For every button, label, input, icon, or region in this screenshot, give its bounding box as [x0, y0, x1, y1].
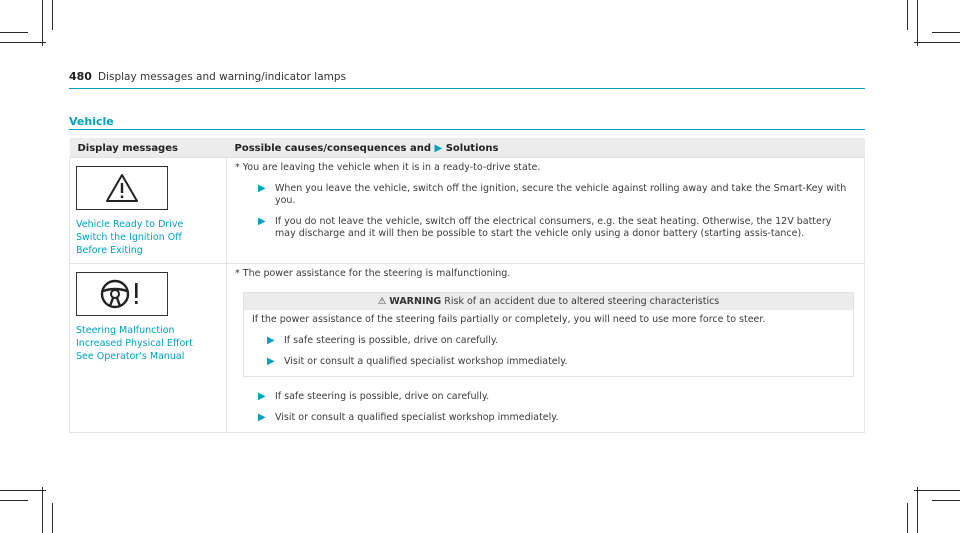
play-arrow-icon: ▶	[258, 216, 266, 227]
table-header-row	[70, 138, 865, 158]
section-title: Vehicle	[69, 115, 114, 128]
message-line: Switch the Ignition Off	[76, 232, 182, 243]
page-number: 480	[69, 70, 92, 83]
crop-mark	[42, 487, 43, 533]
cause-text: * You are leaving the vehicle when it is in a ready-to-drive state.	[235, 162, 541, 173]
warning-triangle-icon: ⚠	[377, 296, 387, 307]
warning-step	[252, 335, 845, 347]
solution-step	[235, 183, 854, 207]
warning-header	[244, 293, 853, 310]
steering-wheel-warning-icon	[76, 272, 168, 316]
table-row	[70, 158, 865, 264]
play-arrow-icon: ▶	[258, 391, 266, 402]
display-message	[76, 218, 226, 257]
play-arrow-icon: ▶	[434, 142, 443, 154]
warning-triangle-icon	[76, 166, 168, 210]
crop-mark	[932, 500, 960, 501]
warning-label: WARNING	[389, 296, 442, 307]
cause-text: * The power assistance for the steering is malfunctioning.	[235, 268, 511, 279]
message-line: Before Exiting	[76, 245, 143, 256]
warning-step	[252, 356, 845, 368]
step-text: When you leave the vehicle, switch off the ignition, secure the vehicle against rolling away and take the Smart-Key with you.	[275, 183, 847, 206]
message-line: Vehicle Ready to Drive	[76, 219, 184, 230]
step-text: Visit or consult a qualified specialist workshop immediately.	[284, 356, 568, 367]
column-header-solutions	[227, 138, 865, 158]
section-rule	[69, 129, 865, 130]
step-text: If you do not leave the vehicle, switch off the electrical consumers, e.g. the seat heating. Otherwise, the 12V battery may discharge and it will then be possible to start the vehicle only using a donor battery (starting assis-tance).	[275, 216, 832, 239]
message-line: Increased Physical Effort	[76, 338, 193, 349]
crop-mark	[907, 503, 908, 533]
table-row	[70, 264, 865, 433]
column-header-messages: Display messages	[70, 138, 227, 158]
warning-text: If the power assistance of the steering fails partially or completely, you will need to use more force to steer.	[252, 314, 766, 325]
solution-step	[235, 412, 854, 424]
play-arrow-icon: ▶	[258, 183, 266, 194]
display-message	[76, 324, 226, 363]
running-header: Display messages and warning/indicator lamps	[98, 71, 346, 83]
crop-mark	[52, 503, 53, 533]
message-cell	[70, 264, 227, 433]
column-header-prefix: Possible causes/consequences and	[234, 142, 432, 154]
warning-body	[244, 310, 853, 376]
column-header-suffix: Solutions	[445, 142, 499, 154]
step-text: If safe steering is possible, drive on carefully.	[284, 335, 499, 346]
solution-step	[235, 216, 854, 240]
play-arrow-icon: ▶	[258, 412, 266, 423]
step-text: If safe steering is possible, drive on carefully.	[275, 391, 490, 402]
crop-mark	[914, 42, 960, 43]
solution-cell	[227, 158, 865, 264]
crop-mark	[907, 0, 908, 30]
crop-mark	[0, 500, 28, 501]
messages-table	[69, 138, 865, 433]
warning-title: Risk of an accident due to altered steering characteristics	[444, 296, 720, 307]
solution-cell	[227, 264, 865, 433]
crop-mark	[0, 490, 46, 491]
warning-box	[243, 292, 854, 377]
crop-mark	[0, 32, 28, 33]
crop-mark	[917, 0, 918, 46]
solution-step	[235, 391, 854, 403]
crop-mark	[42, 0, 43, 46]
crop-mark	[52, 0, 53, 30]
message-cell	[70, 158, 227, 264]
crop-mark	[917, 487, 918, 533]
crop-mark	[0, 42, 46, 43]
message-line: See Operator's Manual	[76, 351, 185, 362]
header-rule	[69, 88, 865, 89]
crop-mark	[932, 32, 960, 33]
play-arrow-icon: ▶	[267, 335, 275, 346]
play-arrow-icon: ▶	[267, 356, 275, 367]
crop-mark	[914, 490, 960, 491]
step-text: Visit or consult a qualified specialist workshop immediately.	[275, 412, 559, 423]
message-line: Steering Malfunction	[76, 325, 175, 336]
